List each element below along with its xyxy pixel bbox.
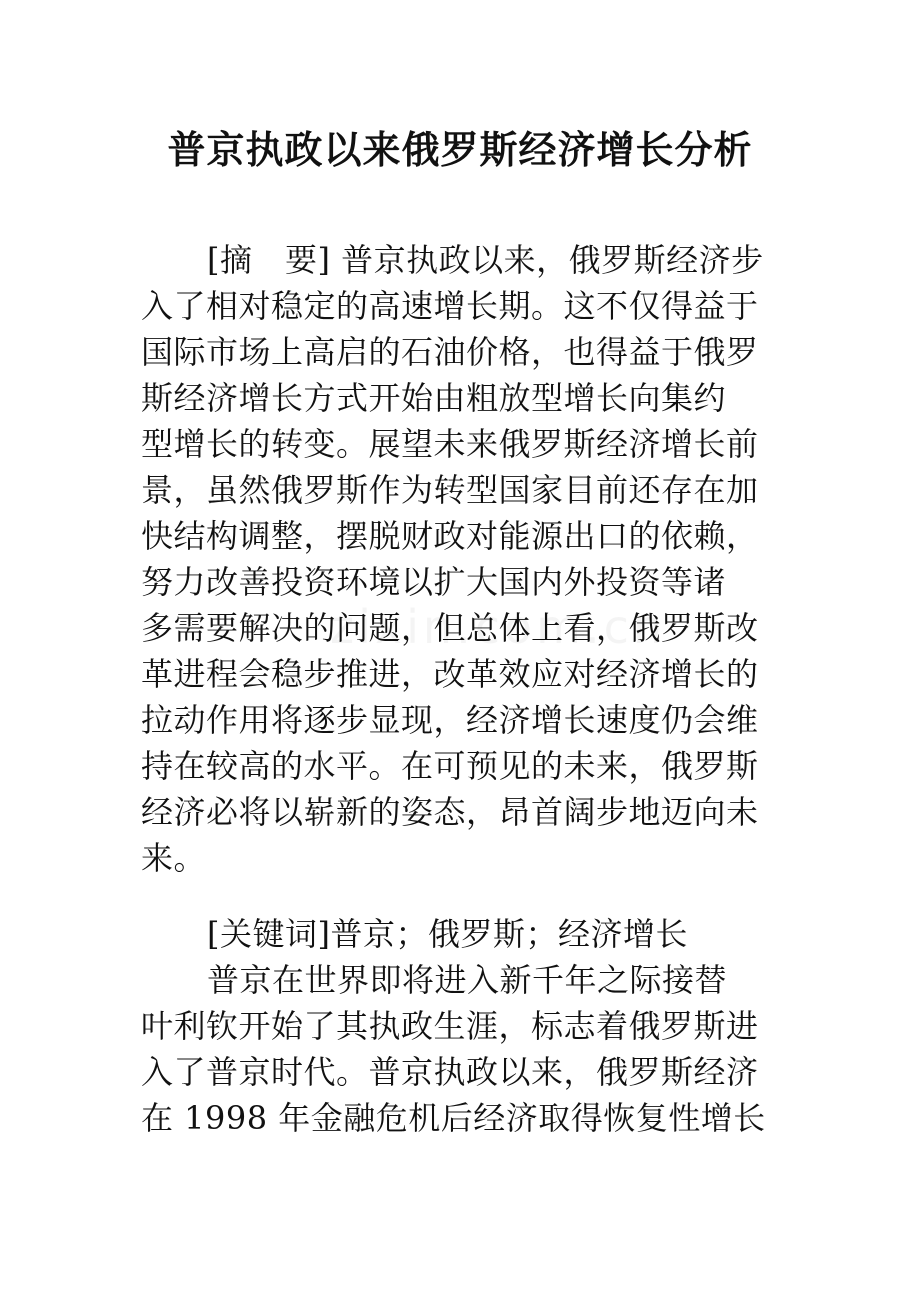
abstract-line: 革进程会稳步推进，改革效应对经济增长的 [141, 655, 759, 693]
abstract-line: 景，虽然俄罗斯作为转型国家目前还存在加 [141, 471, 759, 509]
abstract-line: 斯经济增长方式开始由粗放型增长向集约 [141, 379, 727, 417]
abstract-line: 持在较高的水平。在可预见的未来，俄罗斯 [141, 747, 759, 785]
body-line: 普京在世界即将进入新千年之际接替 [207, 961, 728, 999]
abstract-line: [摘 要] 普京执政以来，俄罗斯经济步 [207, 241, 764, 279]
body-line: 入了普京时代。普京执政以来，俄罗斯经济 [141, 1053, 759, 1091]
keywords-line: [关键词]普京；俄罗斯；经济增长 [207, 915, 688, 953]
abstract-line: 入了相对稳定的高速增长期。这不仅得益于 [141, 287, 759, 325]
abstract-line: 拉动作用将逐步显现，经济增长速度仍会维 [141, 701, 759, 739]
abstract-line: 经济必将以崭新的姿态，昂首阔步地迈向未 [141, 793, 759, 831]
abstract-line: 努力改善投资环境以扩大国内外投资等诸 [141, 563, 727, 601]
abstract-line: 多需要解决的问题，但总体上看，俄罗斯改 [141, 609, 759, 647]
body-line: 叶利钦开始了其执政生涯，标志着俄罗斯进 [141, 1007, 759, 1045]
abstract-line: 国际市场上高启的石油价格，也得益于俄罗 [141, 333, 759, 371]
abstract-line: 来。 [141, 839, 207, 877]
document-title: 普京执政以来俄罗斯经济增长分析 [167, 127, 753, 172]
body-line: 在 1998 年金融危机后经济取得恢复性增长 [141, 1099, 766, 1137]
abstract-line: 型增长的转变。展望未来俄罗斯经济增长前 [141, 425, 759, 463]
abstract-line: 快结构调整，摆脱财政对能源出口的依赖， [141, 517, 759, 555]
